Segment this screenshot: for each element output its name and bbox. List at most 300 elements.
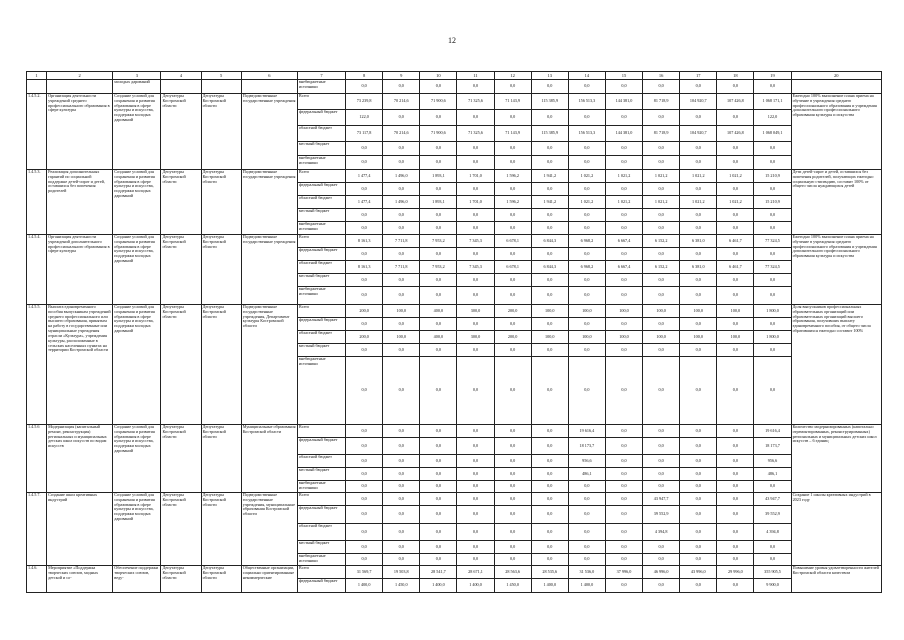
- amount-cell: 0,0: [643, 357, 680, 425]
- amount-cell: 0,0: [680, 209, 717, 222]
- responsible-executor: Депутатуры Костромской области: [161, 170, 201, 235]
- amount-cell: 0,0: [457, 248, 494, 261]
- item-code: 1.4.5.7.: [27, 493, 47, 566]
- funding-source: федеральный бюджет: [297, 506, 345, 524]
- amount-cell: 0,0: [531, 287, 568, 305]
- amount-cell: 28 563,6: [494, 566, 531, 579]
- amount-cell: 71 900,6: [420, 94, 457, 110]
- amount-cell: 115 385,9: [531, 126, 568, 142]
- amount-cell: 0,0: [457, 524, 494, 541]
- amount-cell: 0,0: [383, 541, 420, 554]
- amount-cell: 0,0: [568, 481, 605, 493]
- amount-cell: 19 616,4: [568, 425, 605, 438]
- amount-cell: 100,0: [568, 305, 605, 318]
- amount-cell: 0,0: [383, 248, 420, 261]
- amount-cell: 0,0: [754, 357, 791, 425]
- amount-cell: 0,0: [494, 425, 531, 438]
- amount-cell: 0,0: [420, 142, 457, 156]
- amount-cell: 0,0: [680, 481, 717, 493]
- amount-cell: 0,0: [531, 110, 568, 126]
- funds-recipient: Подведомственные государственные учреждения: [241, 170, 297, 235]
- amount-cell: 0,0: [680, 541, 717, 554]
- funds-recipient: Подведомственные государственные учреждения: [241, 235, 297, 305]
- amount-cell: 0,0: [643, 248, 680, 261]
- amount-cell: 0,0: [643, 156, 680, 170]
- amount-cell: 0,0: [531, 357, 568, 425]
- amount-cell: 100,0: [605, 305, 642, 318]
- amount-cell: 46 996,0: [643, 566, 680, 579]
- amount-cell: 0,0: [494, 183, 531, 196]
- amount-cell: 1 400,0: [420, 579, 457, 593]
- funding-source: федеральный бюджет: [297, 183, 345, 196]
- amount-cell: 0,0: [531, 455, 568, 468]
- amount-cell: 400,0: [420, 331, 457, 344]
- amount-cell: 0,0: [383, 506, 420, 524]
- amount-cell: 6 381,0: [680, 261, 717, 274]
- amount-cell: 43 947,7: [754, 493, 791, 506]
- amount-cell: 0,0: [643, 80, 680, 94]
- amount-cell: 0,0: [420, 80, 457, 94]
- amount-cell: 0,0: [494, 248, 531, 261]
- amount-cell: 0,0: [605, 287, 642, 305]
- amount-cell: 0,0: [346, 80, 383, 94]
- amount-cell: 144 381,0: [605, 94, 642, 110]
- amount-cell: 1 021,2: [605, 196, 642, 209]
- amount-cell: 0,0: [643, 455, 680, 468]
- amount-cell: 0,0: [643, 287, 680, 305]
- amount-cell: 39 552,9: [643, 506, 680, 524]
- amount-cell: 31 569,7: [346, 566, 383, 579]
- amount-cell: 0,0: [383, 468, 420, 481]
- item-code: 1.4.5.6: [27, 425, 47, 493]
- amount-cell: 0,0: [383, 344, 420, 357]
- amount-cell: 0,0: [383, 493, 420, 506]
- amount-cell: 0,0: [420, 468, 457, 481]
- item-task: Обеспечение поддержки творческих союзов, веду-: [113, 566, 161, 593]
- amount-cell: 0,0: [531, 493, 568, 506]
- table-row: [27, 425, 882, 438]
- amount-cell: 0,0: [643, 468, 680, 481]
- amount-cell: 1 400,0: [531, 579, 568, 593]
- amount-cell: 6 968,2: [568, 235, 605, 248]
- amount-cell: 0,0: [643, 142, 680, 156]
- amount-cell: 107 426,8: [717, 126, 754, 142]
- amount-cell: 100,0: [643, 305, 680, 318]
- amount-cell: 0,0: [531, 183, 568, 196]
- amount-cell: 0,0: [754, 318, 791, 331]
- amount-cell: 7 953,2: [420, 261, 457, 274]
- amount-cell: 0,0: [605, 318, 642, 331]
- amount-cell: 0,0: [494, 344, 531, 357]
- funding-source: местный бюджет: [297, 209, 345, 222]
- amount-cell: 0,0: [383, 438, 420, 455]
- amount-cell: 0,0: [717, 579, 754, 593]
- amount-cell: 0,0: [531, 80, 568, 94]
- amount-cell: 0,0: [568, 357, 605, 425]
- amount-cell: 0,0: [346, 357, 383, 425]
- amount-cell: 0,0: [754, 248, 791, 261]
- amount-cell: 0,0: [605, 579, 642, 593]
- amount-cell: 1 021,2: [643, 196, 680, 209]
- amount-cell: 1 021,2: [680, 196, 717, 209]
- amount-cell: 1 021,2: [568, 196, 605, 209]
- funding-source: местный бюджет: [297, 344, 345, 357]
- amount-cell: 7 711,8: [383, 235, 420, 248]
- amount-cell: 0,0: [494, 142, 531, 156]
- amount-cell: 0,0: [457, 274, 494, 287]
- amount-cell: 100,0: [680, 305, 717, 318]
- amount-cell: 115 385,9: [531, 94, 568, 110]
- amount-cell: 0,0: [457, 554, 494, 566]
- amount-cell: 0,0: [346, 468, 383, 481]
- amount-cell: 1 800,0: [754, 331, 791, 344]
- amount-cell: 0,0: [420, 357, 457, 425]
- amount-cell: 0,0: [494, 506, 531, 524]
- co-executor: Депутатуры Костромской области: [201, 305, 241, 425]
- amount-cell: 100,0: [383, 331, 420, 344]
- amount-cell: 0,0: [420, 554, 457, 566]
- amount-cell: 0,0: [605, 80, 642, 94]
- amount-cell: 0,0: [643, 579, 680, 593]
- amount-cell: 0,0: [346, 142, 383, 156]
- amount-cell: 1 068 171,1: [754, 94, 791, 110]
- amount-cell: 0,0: [420, 481, 457, 493]
- amount-cell: 0,0: [754, 222, 791, 235]
- amount-cell: 0,0: [605, 183, 642, 196]
- funding-source: внебюджетные источники: [297, 156, 345, 170]
- amount-cell: 100,0: [605, 331, 642, 344]
- amount-cell: 0,0: [568, 183, 605, 196]
- amount-cell: 0,0: [531, 554, 568, 566]
- carry-over-row: [27, 80, 882, 94]
- amount-cell: 104 920,7: [680, 126, 717, 142]
- amount-cell: 0,0: [457, 493, 494, 506]
- amount-cell: 37 996,0: [605, 566, 642, 579]
- column-number: 15: [605, 72, 642, 80]
- amount-cell: 0,0: [383, 222, 420, 235]
- amount-cell: 0,0: [680, 183, 717, 196]
- amount-cell: 6 844,3: [531, 235, 568, 248]
- column-number: 16: [643, 72, 680, 80]
- amount-cell: 0,0: [754, 481, 791, 493]
- amount-cell: 0,0: [457, 455, 494, 468]
- amount-cell: 0,0: [383, 524, 420, 541]
- amount-cell: 0,0: [717, 344, 754, 357]
- amount-cell: 0,0: [420, 318, 457, 331]
- amount-cell: 0,0: [346, 183, 383, 196]
- responsible-executor: Депутатуры Костромской области: [161, 305, 201, 425]
- amount-cell: 107 426,8: [717, 94, 754, 110]
- amount-cell: 0,0: [754, 183, 791, 196]
- amount-cell: 100,0: [568, 331, 605, 344]
- item-code: 1.4.5.2.: [27, 94, 47, 170]
- amount-cell: 7 953,2: [420, 235, 457, 248]
- funding-source: Всего: [297, 425, 345, 438]
- column-number: 19: [754, 72, 791, 80]
- amount-cell: 956,6: [568, 455, 605, 468]
- amount-cell: 73 239,8: [346, 94, 383, 110]
- amount-cell: 71 325,6: [457, 126, 494, 142]
- table-row: [27, 235, 882, 248]
- funding-source: местный бюджет: [297, 468, 345, 481]
- amount-cell: 0,0: [346, 209, 383, 222]
- amount-cell: 0,0: [643, 438, 680, 455]
- funding-source: областной бюджет: [297, 331, 345, 344]
- amount-cell: 77 324,5: [754, 261, 791, 274]
- amount-cell: 0,0: [494, 318, 531, 331]
- amount-cell: 400,0: [420, 305, 457, 318]
- column-number: 6: [241, 72, 297, 80]
- amount-cell: 0,0: [420, 222, 457, 235]
- amount-cell: 8 161,3: [346, 261, 383, 274]
- amount-cell: 1 941,2: [531, 170, 568, 183]
- amount-cell: 0,0: [605, 438, 642, 455]
- funding-source: областной бюджет: [297, 455, 345, 468]
- amount-cell: 0,0: [457, 318, 494, 331]
- amount-cell: 0,0: [420, 524, 457, 541]
- amount-cell: 0,0: [680, 524, 717, 541]
- amount-cell: 355 905,5: [754, 566, 791, 579]
- funds-recipient: Подведомственные государственные учреждения, Департамент культуры Костромской области: [241, 305, 297, 425]
- amount-cell: 0,0: [346, 274, 383, 287]
- funding-source: федеральный бюджет: [297, 110, 345, 126]
- amount-cell: 0,0: [643, 222, 680, 235]
- amount-cell: 0,0: [717, 183, 754, 196]
- amount-cell: 0,0: [568, 248, 605, 261]
- amount-cell: 0,0: [605, 209, 642, 222]
- amount-cell: 0,0: [717, 110, 754, 126]
- amount-cell: 1 701,0: [457, 196, 494, 209]
- amount-cell: 0,0: [717, 274, 754, 287]
- responsible-executor: Депутатуры Костромской области: [161, 94, 201, 170]
- responsible-executor: Депутатуры Костромской области: [161, 566, 201, 593]
- amount-cell: 0,0: [494, 438, 531, 455]
- amount-cell: 70 214,6: [383, 94, 420, 110]
- amount-cell: 0,0: [383, 209, 420, 222]
- amount-cell: 31 536,0: [568, 566, 605, 579]
- amount-cell: 0,0: [717, 142, 754, 156]
- responsible-executor: Депутатуры Костромской области: [161, 235, 201, 305]
- amount-cell: 0,0: [605, 541, 642, 554]
- amount-cell: 0,0: [457, 222, 494, 235]
- amount-cell: 0,0: [420, 156, 457, 170]
- amount-cell: 0,0: [383, 274, 420, 287]
- amount-cell: 29 996,0: [717, 566, 754, 579]
- amount-cell: 0,0: [457, 344, 494, 357]
- amount-cell: 0,0: [605, 357, 642, 425]
- empty-cell: [47, 80, 113, 94]
- funding-source: федеральный бюджет: [297, 438, 345, 455]
- amount-cell: 100,0: [717, 305, 754, 318]
- amount-cell: 0,0: [643, 318, 680, 331]
- amount-cell: 0,0: [754, 287, 791, 305]
- amount-cell: 0,0: [494, 110, 531, 126]
- amount-cell: 0,0: [383, 425, 420, 438]
- amount-cell: 19 616,4: [754, 425, 791, 438]
- amount-cell: 28 535,6: [531, 566, 568, 579]
- amount-cell: 0,0: [531, 425, 568, 438]
- amount-cell: 1 477,4: [346, 170, 383, 183]
- amount-cell: 0,0: [605, 481, 642, 493]
- funding-source: Всего: [297, 493, 345, 506]
- funding-source: федеральный бюджет: [297, 248, 345, 261]
- column-number: 10: [420, 72, 457, 80]
- funding-source: федеральный бюджет: [297, 579, 345, 593]
- amount-cell: 0,0: [680, 274, 717, 287]
- amount-cell: 0,0: [717, 506, 754, 524]
- amount-cell: 0,0: [717, 357, 754, 425]
- column-number: 18: [717, 72, 754, 80]
- amount-cell: 0,0: [643, 481, 680, 493]
- amount-cell: 0,0: [568, 506, 605, 524]
- amount-cell: 19 503,8: [383, 566, 420, 579]
- amount-cell: 7 345,3: [457, 235, 494, 248]
- amount-cell: 0,0: [754, 541, 791, 554]
- amount-cell: 0,0: [568, 110, 605, 126]
- amount-cell: 6 844,3: [531, 261, 568, 274]
- funding-source: Всего: [297, 235, 345, 248]
- funding-source: областной бюджет: [297, 261, 345, 274]
- table-row: [27, 566, 882, 579]
- amount-cell: 0,0: [383, 287, 420, 305]
- amount-cell: 0,0: [717, 425, 754, 438]
- amount-cell: 0,0: [346, 156, 383, 170]
- column-number: 5: [201, 72, 241, 80]
- item-task: Создание условий для сохранения и развития образования в сфере культуры и искусства, поддержки молодых дарований: [113, 235, 161, 305]
- amount-cell: 0,0: [531, 541, 568, 554]
- amount-cell: 0,0: [605, 344, 642, 357]
- expected-result: Ежегодно 100% выполнение плана приема на обучение в учреждения среднего профессионального образования и учреждения дополнительного профессионального образования культуры и искусства: [791, 235, 881, 305]
- column-number: 1: [27, 72, 47, 80]
- column-number: 8: [346, 72, 383, 80]
- funding-source: областной бюджет: [297, 196, 345, 209]
- amount-cell: 0,0: [494, 209, 531, 222]
- amount-cell: 0,0: [531, 209, 568, 222]
- amount-cell: 0,0: [420, 541, 457, 554]
- amount-cell: 0,0: [568, 524, 605, 541]
- amount-cell: 0,0: [383, 80, 420, 94]
- amount-cell: 0,0: [420, 287, 457, 305]
- amount-cell: 0,0: [346, 344, 383, 357]
- amount-cell: 0,0: [717, 541, 754, 554]
- amount-cell: 0,0: [568, 80, 605, 94]
- amount-cell: 0,0: [383, 142, 420, 156]
- amount-cell: 0,0: [568, 493, 605, 506]
- amount-cell: 0,0: [605, 506, 642, 524]
- amount-cell: 1 701,0: [457, 170, 494, 183]
- amount-cell: 200,0: [494, 305, 531, 318]
- funding-source: внебюджетные источники: [297, 222, 345, 235]
- amount-cell: 0,0: [568, 222, 605, 235]
- amount-cell: 0,0: [383, 183, 420, 196]
- amount-cell: 7 711,8: [383, 261, 420, 274]
- expected-result: Дети детей-сирот и детей, оставшихся без попечения родителей, получающих ежегодно социальную стипендию, составит 100% от общего числа нуждающихся детей: [791, 170, 881, 235]
- amount-cell: 300,0: [457, 305, 494, 318]
- amount-cell: 0,0: [717, 493, 754, 506]
- amount-cell: 0,0: [680, 110, 717, 126]
- amount-cell: 1 021,2: [605, 170, 642, 183]
- amount-cell: 144 381,0: [605, 126, 642, 142]
- amount-cell: 0,0: [605, 156, 642, 170]
- amount-cell: 6 152,2: [643, 235, 680, 248]
- amount-cell: 300,0: [457, 331, 494, 344]
- amount-cell: 0,0: [717, 481, 754, 493]
- amount-cell: 0,0: [494, 468, 531, 481]
- expected-result: Ежегодно 100% выполнение плана приема на обучение в учреждения среднего профессионального образования и учреждения дополнительного профессионального образования культуры и искусства: [791, 94, 881, 170]
- column-number: 3: [113, 72, 161, 80]
- amount-cell: 0,0: [457, 438, 494, 455]
- amount-cell: 0,0: [643, 209, 680, 222]
- funding-source: Всего: [297, 305, 345, 318]
- amount-cell: 0,0: [680, 579, 717, 593]
- amount-cell: 73 117,8: [346, 126, 383, 142]
- empty-cell: [161, 80, 201, 94]
- table-row: [27, 94, 882, 110]
- funds-recipient: Муниципальные образования Костромской области: [241, 425, 297, 493]
- amount-cell: 81 718,9: [643, 126, 680, 142]
- amount-cell: 0,0: [717, 209, 754, 222]
- funding-source: местный бюджет: [297, 142, 345, 156]
- amount-cell: 100,0: [643, 331, 680, 344]
- amount-cell: 6 968,2: [568, 261, 605, 274]
- amount-cell: 0,0: [346, 481, 383, 493]
- amount-cell: 0,0: [531, 344, 568, 357]
- amount-cell: 0,0: [420, 248, 457, 261]
- amount-cell: 0,0: [531, 274, 568, 287]
- amount-cell: 0,0: [531, 506, 568, 524]
- amount-cell: 0,0: [605, 274, 642, 287]
- co-executor: Депутатуры Костромской области: [201, 425, 241, 493]
- amount-cell: 100,0: [680, 331, 717, 344]
- amount-cell: 0,0: [531, 481, 568, 493]
- amount-cell: 0,0: [754, 142, 791, 156]
- amount-cell: 71 900,6: [420, 126, 457, 142]
- amount-cell: 100,0: [383, 305, 420, 318]
- amount-cell: 0,0: [346, 248, 383, 261]
- amount-cell: 0,0: [494, 541, 531, 554]
- amount-cell: 28 541,7: [420, 566, 457, 579]
- amount-cell: 0,0: [680, 222, 717, 235]
- amount-cell: 0,0: [531, 142, 568, 156]
- amount-cell: 0,0: [346, 287, 383, 305]
- amount-cell: 0,0: [568, 156, 605, 170]
- amount-cell: 1 450,0: [494, 579, 531, 593]
- expected-result: Повышение уровня удовлетворенности жителей Костромской области качеством: [791, 566, 881, 593]
- co-executor: Депутатуры Костромской области: [201, 493, 241, 566]
- amount-cell: 0,0: [457, 209, 494, 222]
- amount-cell: 0,0: [383, 318, 420, 331]
- item-name: Создание школ креативных индустрий: [47, 493, 113, 566]
- amount-cell: 1 893,1: [420, 170, 457, 183]
- item-name: Мероприятие «Поддержка творческих союзов, модных детской и со-: [47, 566, 113, 593]
- amount-cell: 0,0: [680, 493, 717, 506]
- amount-cell: 104 920,7: [680, 94, 717, 110]
- co-executor: Депутатуры Костромской области: [201, 170, 241, 235]
- task-text-continued: молодых дарований: [113, 80, 161, 94]
- amount-cell: 0,0: [680, 318, 717, 331]
- item-code: 1.4.6.: [27, 566, 47, 593]
- amount-cell: 0,0: [643, 183, 680, 196]
- amount-cell: 0,0: [420, 209, 457, 222]
- item-task: Создание условий для сохранения и развития образования в сфере культуры и искусства, поддержки молодых дарований: [113, 170, 161, 235]
- amount-cell: 6 381,0: [680, 235, 717, 248]
- item-code: 1.4.5.5.: [27, 305, 47, 425]
- amount-cell: 1 400,0: [346, 579, 383, 593]
- amount-cell: 18 173,7: [754, 438, 791, 455]
- amount-cell: 7 345,3: [457, 261, 494, 274]
- amount-cell: 0,0: [494, 493, 531, 506]
- expected-result: Создание 1 школы креативных индустрий в 2023 году: [791, 493, 881, 566]
